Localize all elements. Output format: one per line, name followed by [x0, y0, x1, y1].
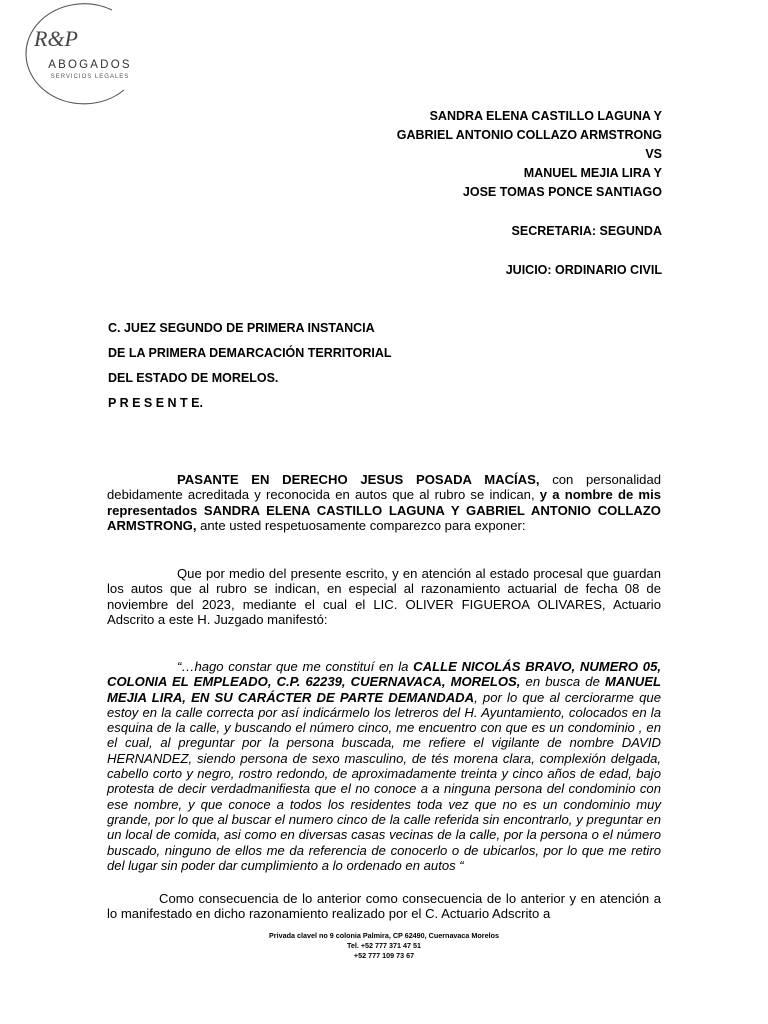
- address-line-2: DE LA PRIMERA DEMARCACIÓN TERRITORIAL: [108, 346, 392, 360]
- address-line-3: DEL ESTADO DE MORELOS.: [108, 371, 279, 385]
- caption-juicio: JUICIO: ORDINARIO CIVIL: [505, 263, 662, 277]
- paragraph-intro: [107, 472, 661, 533]
- quote-text-1: “…hago constar que me constituí en la: [177, 659, 414, 674]
- procedural-text: Que por medio del presente escrito, y en atención al estado procesal que guardan los autos que al rubro se indican, en especial al razonamiento actuarial de fecha 08 de noviembre del 2023, mediante el cual el LIC. OLIVER FIGUEROA OLIVARES, Actuario Adscrito a este H. Juzgado manifestó:: [107, 566, 661, 627]
- logo-monogram: R&P: [34, 26, 78, 51]
- caption-secretaria: SECRETARIA: SEGUNDA: [511, 224, 662, 238]
- address-presente: P R E S E N T E.: [108, 396, 203, 410]
- footer-address: Privada clavel no 9 colonia Palmira, CP 62490, Cuernavaca Morelos: [269, 931, 499, 940]
- quote-text-2: en busca de: [520, 674, 605, 690]
- attorney-name: PASANTE EN DERECHO JESUS POSADA MACÍAS,: [177, 472, 540, 487]
- paragraph-consequence: [107, 891, 661, 922]
- caption-plaintiff-1: SANDRA ELENA CASTILLO LAGUNA Y: [429, 109, 662, 123]
- quote-text-3: , por lo que al cerciorarme que estoy en la calle correcta por así indicármelo los letreros del H. Ayuntamiento, colocados en la esquina de la calle, y buscando el número cinco, me encuentro con que es un condominio , en el cual, al preguntar por la persona buscada, me refiere el vigilante de nombre DAVID HERNANDEZ, siendo persona de sexo masculino, de tés morena clara, complexión delgada, cabello corto y negro, rostro redondo, de aproximadamente treinta y cinco años de edad, bajo protesta de decir verdadmanifiesta que el no conoce a a ninguna persona del condominio con ese nombre, y que conoce a todos los residentes toda vez que no es un condominio muy grande, por lo que al buscar el numero cinco de la calle referida sin encontrarlo, y preguntar en un local de comida, asi como en diversas casas vecinas de la calle, por la persona o el número buscado, ninguno de ellos me da referencia de conocerlo o de ubicarlos, por lo que me retiro del lugar sin poder dar cumplimiento a lo ordenado en autos “: [107, 689, 661, 873]
- intro-text-1: con personalidad debidamente acreditada y reconocida en autos que al rubro se indican,: [107, 472, 662, 503]
- address-line-1: C. JUEZ SEGUNDO DE PRIMERA INSTANCIA: [108, 321, 375, 335]
- logo-name: ABOGADOS: [48, 59, 132, 71]
- caption-defendant-1: MANUEL MEJIA LIRA Y: [523, 166, 662, 180]
- quote-defendant: MANUEL MEJIA LIRA, EN SU CARÁCTER DE PARTE DEMANDADA: [107, 674, 661, 705]
- caption-plaintiff-2: GABRIEL ANTONIO COLLAZO ARMSTRONG: [396, 128, 662, 142]
- firm-logo: [12, 2, 144, 106]
- paragraph-quote: [107, 659, 661, 873]
- intro-text-2: ante usted respetuosamente comparezco para exponer:: [196, 517, 526, 533]
- footer-phone-2: +52 777 109 73 67: [353, 951, 415, 960]
- logo-tagline: SERVICIOS LEGALES: [50, 74, 130, 80]
- logo-arc: [26, 4, 124, 104]
- consequence-text: Como consecuencia de lo anterior como consecuencia de lo anterior y en atención a lo manifestado en dicho razonamiento realizado por el C. Actuario Adscrito a: [107, 891, 661, 922]
- represented-parties: y a nombre de mis representados SANDRA ELENA CASTILLO LAGUNA Y GABRIEL ANTONIO COLLAZO ARMSTRONG,: [107, 487, 661, 533]
- footer-phone-1: Tel. +52 777 371 47 51: [347, 941, 421, 950]
- paragraph-procedural: [107, 566, 661, 627]
- caption-defendant-2: JOSE TOMAS PONCE SANTIAGO: [462, 185, 662, 199]
- caption-versus: VS: [645, 147, 662, 161]
- quote-address: CALLE NICOLÁS BRAVO, NUMERO 05, COLONIA EL EMPLEADO, C.P. 62239, CUERNAVACA, MORELOS,: [107, 659, 661, 690]
